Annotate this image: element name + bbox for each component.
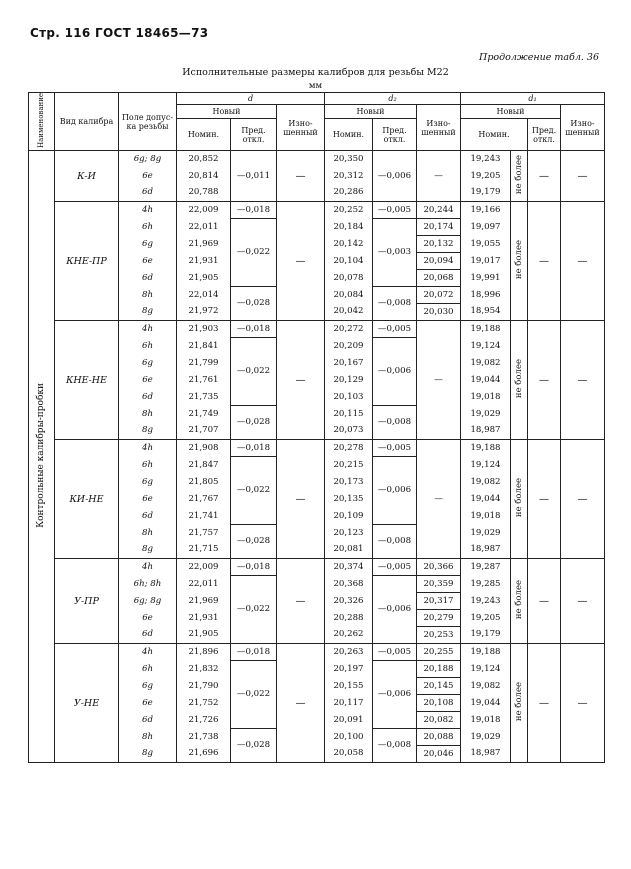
calibre-dimensions-table (28, 92, 605, 763)
tolerance-field: 6d (119, 508, 177, 525)
tolerance-field: 8g (119, 304, 177, 321)
d1-nominal: 19,044 (461, 491, 511, 508)
tolerance-field: 6h; 8h (119, 576, 177, 593)
d2-deviation: —0,006 (373, 576, 417, 644)
d2-worn: 20,317 (417, 593, 461, 610)
d2-nominal: 20,109 (325, 508, 373, 525)
tolerance-field: 6g (119, 678, 177, 695)
tolerance-field: 6d (119, 185, 177, 202)
d1-worn: — (561, 440, 605, 559)
table-body (29, 151, 605, 763)
d2-nominal: 20,058 (325, 746, 373, 763)
tolerance-field: 6h (119, 661, 177, 678)
d2-nominal: 20,209 (325, 338, 373, 355)
d2-nominal: 20,115 (325, 406, 373, 423)
calibre-type: У-НЕ (55, 644, 119, 763)
d-deviation: —0,018 (231, 202, 277, 219)
d2-nominal: 20,252 (325, 202, 373, 219)
calibre-type: КНЕ-НЕ (55, 321, 119, 440)
d2-worn: — (417, 151, 461, 202)
header-d-worn: Изно-шенный (277, 105, 325, 151)
not-more-note: не более (511, 321, 528, 440)
d-worn: — (277, 151, 325, 202)
tolerance-field: 4h (119, 440, 177, 457)
d2-nominal: 20,326 (325, 593, 373, 610)
page-header-left: Стр. 116 ГОСТ 18465—73 (30, 26, 209, 40)
d-deviation: —0,022 (231, 457, 277, 525)
d-nominal: 22,011 (177, 219, 231, 236)
d2-nominal: 20,104 (325, 253, 373, 270)
tolerance-field: 6e (119, 491, 177, 508)
header-d-nominal: Номин. (177, 119, 231, 151)
d2-worn: 20,244 (417, 202, 461, 219)
d1-nominal: 18,996 (461, 287, 511, 304)
d1-nominal: 19,124 (461, 661, 511, 678)
tolerance-field: 6g (119, 355, 177, 372)
d1-nominal: 19,205 (461, 168, 511, 185)
d-deviation: —0,028 (231, 729, 277, 763)
d-nominal: 21,726 (177, 712, 231, 729)
d2-worn: 20,145 (417, 678, 461, 695)
not-more-note: не более (511, 559, 528, 644)
d2-deviation: —0,006 (373, 151, 417, 202)
d1-nominal: 19,082 (461, 474, 511, 491)
d-nominal: 21,847 (177, 457, 231, 474)
d-nominal: 21,896 (177, 644, 231, 661)
d-deviation: —0,022 (231, 661, 277, 729)
d2-worn: 20,108 (417, 695, 461, 712)
d2-worn: 20,072 (417, 287, 461, 304)
d-nominal: 21,752 (177, 695, 231, 712)
d-nominal: 21,738 (177, 729, 231, 746)
d2-nominal: 20,197 (325, 661, 373, 678)
table-row (29, 644, 605, 661)
d-nominal: 21,972 (177, 304, 231, 321)
d-nominal: 22,009 (177, 202, 231, 219)
d1-nominal: 19,243 (461, 151, 511, 168)
d2-deviation: —0,008 (373, 525, 417, 559)
tolerance-field: 6d (119, 627, 177, 644)
d2-deviation: —0,005 (373, 202, 417, 219)
d2-nominal: 20,312 (325, 168, 373, 185)
d-deviation: —0,018 (231, 440, 277, 457)
d-deviation: —0,028 (231, 287, 277, 321)
d2-nominal: 20,184 (325, 219, 373, 236)
d2-nominal: 20,103 (325, 389, 373, 406)
d-worn: — (277, 440, 325, 559)
header-d1-worn: Изно-шенный (561, 105, 605, 151)
header-d1-new: Новый (461, 105, 561, 119)
d1-nominal: 19,188 (461, 321, 511, 338)
d1-nominal: 19,018 (461, 508, 511, 525)
d-worn: — (277, 321, 325, 440)
d1-nominal: 19,287 (461, 559, 511, 576)
d1-nominal: 19,179 (461, 185, 511, 202)
d-nominal: 22,014 (177, 287, 231, 304)
d1-nominal: 19,017 (461, 253, 511, 270)
d-nominal: 21,832 (177, 661, 231, 678)
d2-worn: 20,088 (417, 729, 461, 746)
d1-worn: — (561, 151, 605, 202)
calibre-type: К-И (55, 151, 119, 202)
d1-nominal: 19,055 (461, 236, 511, 253)
d-nominal: 21,715 (177, 542, 231, 559)
d2-worn: 20,255 (417, 644, 461, 661)
not-more-note: не более (511, 151, 528, 202)
tolerance-field: 4h (119, 559, 177, 576)
calibre-type: КНЕ-ПР (55, 202, 119, 321)
tolerance-field: 8g (119, 542, 177, 559)
continuation-note: Продолжение табл. 36 (479, 52, 599, 63)
d-nominal: 21,905 (177, 627, 231, 644)
header-d2: d₂ (325, 93, 461, 105)
d2-deviation: —0,008 (373, 729, 417, 763)
header-d-deviation: Пред. откл. (231, 119, 277, 151)
d-nominal: 22,009 (177, 559, 231, 576)
tolerance-field: 6h (119, 457, 177, 474)
d2-nominal: 20,129 (325, 372, 373, 389)
d-nominal: 21,841 (177, 338, 231, 355)
d-nominal: 21,749 (177, 406, 231, 423)
d-nominal: 21,969 (177, 593, 231, 610)
tolerance-field: 6g (119, 236, 177, 253)
header-d-new: Новый (177, 105, 277, 119)
d2-nominal: 20,368 (325, 576, 373, 593)
tolerance-field: 6d (119, 270, 177, 287)
table-row (29, 321, 605, 338)
tolerance-field: 6e (119, 695, 177, 712)
header-tolerance-field: Поле допус-ка резьбы (119, 93, 177, 151)
d2-worn: 20,366 (417, 559, 461, 576)
d1-nominal: 18,987 (461, 746, 511, 763)
d1-deviation: — (528, 644, 561, 763)
tolerance-field: 6e (119, 168, 177, 185)
d-nominal: 21,905 (177, 270, 231, 287)
d-nominal: 21,707 (177, 423, 231, 440)
tolerance-field: 6g; 8g (119, 151, 177, 168)
d1-nominal: 18,987 (461, 423, 511, 440)
d2-worn: 20,094 (417, 253, 461, 270)
header-d1: d₁ (461, 93, 605, 105)
d-nominal: 21,757 (177, 525, 231, 542)
header-d2-deviation: Пред. откл. (373, 119, 417, 151)
d1-worn: — (561, 644, 605, 763)
d2-nominal: 20,123 (325, 525, 373, 542)
d-nominal: 21,903 (177, 321, 231, 338)
d1-nominal: 19,285 (461, 576, 511, 593)
tolerance-field: 6e (119, 253, 177, 270)
d2-worn: 20,279 (417, 610, 461, 627)
table-row (29, 440, 605, 457)
d2-deviation: —0,003 (373, 219, 417, 287)
d-nominal: 20,814 (177, 168, 231, 185)
tolerance-field: 8h (119, 729, 177, 746)
d2-deviation: —0,005 (373, 321, 417, 338)
tolerance-field: 4h (119, 202, 177, 219)
d2-nominal: 20,263 (325, 644, 373, 661)
d-nominal: 21,799 (177, 355, 231, 372)
d2-deviation: —0,005 (373, 644, 417, 661)
header-d1-nominal: Номин. (461, 119, 528, 151)
header-d2-nominal: Номин. (325, 119, 373, 151)
d-deviation: —0,018 (231, 321, 277, 338)
d1-nominal: 19,029 (461, 525, 511, 542)
d2-nominal: 20,155 (325, 678, 373, 695)
d1-nominal: 19,124 (461, 457, 511, 474)
d2-deviation: —0,006 (373, 457, 417, 525)
tolerance-field: 6h (119, 219, 177, 236)
d2-nominal: 20,091 (325, 712, 373, 729)
d-nominal: 21,761 (177, 372, 231, 389)
d-nominal: 20,788 (177, 185, 231, 202)
d2-deviation: —0,008 (373, 287, 417, 321)
d1-worn: — (561, 321, 605, 440)
calibre-type: У-ПР (55, 559, 119, 644)
d1-nominal: 19,188 (461, 440, 511, 457)
d1-nominal: 18,987 (461, 542, 511, 559)
d2-nominal: 20,078 (325, 270, 373, 287)
d1-nominal: 19,243 (461, 593, 511, 610)
d2-nominal: 20,081 (325, 542, 373, 559)
d2-deviation: —0,006 (373, 338, 417, 406)
tolerance-field: 6g (119, 474, 177, 491)
d1-nominal: 19,188 (461, 644, 511, 661)
d2-nominal: 20,262 (325, 627, 373, 644)
d2-nominal: 20,073 (325, 423, 373, 440)
not-more-note: не более (511, 644, 528, 763)
d-deviation: —0,028 (231, 525, 277, 559)
d2-worn: 20,359 (417, 576, 461, 593)
d1-nominal: 19,029 (461, 406, 511, 423)
tolerance-field: 8g (119, 423, 177, 440)
header-calibre-type: Вид калибра (55, 93, 119, 151)
d-deviation: —0,022 (231, 576, 277, 644)
d2-worn: 20,068 (417, 270, 461, 287)
header-d2-new: Новый (325, 105, 417, 119)
d2-nominal: 20,117 (325, 695, 373, 712)
d1-deviation: — (528, 440, 561, 559)
d-nominal: 21,767 (177, 491, 231, 508)
d2-nominal: 20,167 (325, 355, 373, 372)
d2-nominal: 20,142 (325, 236, 373, 253)
d2-nominal: 20,100 (325, 729, 373, 746)
table-row (29, 559, 605, 576)
d-nominal: 21,908 (177, 440, 231, 457)
d2-worn: 20,046 (417, 746, 461, 763)
d2-nominal: 20,173 (325, 474, 373, 491)
d2-worn: 20,082 (417, 712, 461, 729)
unit-label: мм (308, 81, 323, 91)
d-nominal: 21,931 (177, 253, 231, 270)
tolerance-field: 6e (119, 610, 177, 627)
d1-deviation: — (528, 321, 561, 440)
d2-worn: — (417, 321, 461, 440)
tolerance-field: 6g; 8g (119, 593, 177, 610)
d1-nominal: 19,991 (461, 270, 511, 287)
d-deviation: —0,022 (231, 219, 277, 287)
d2-worn: 20,188 (417, 661, 461, 678)
tolerance-field: 8h (119, 287, 177, 304)
tolerance-field: 6d (119, 712, 177, 729)
tolerance-field: 8h (119, 525, 177, 542)
header-name: Наименование (29, 93, 55, 151)
group-label: Контрольные калибры-пробки (29, 151, 55, 763)
not-more-note: не более (511, 440, 528, 559)
d1-nominal: 19,124 (461, 338, 511, 355)
d2-deviation: —0,006 (373, 661, 417, 729)
d2-deviation: —0,005 (373, 559, 417, 576)
calibre-type: КИ-НЕ (55, 440, 119, 559)
d-deviation: —0,018 (231, 644, 277, 661)
d-nominal: 20,852 (177, 151, 231, 168)
d1-deviation: — (528, 559, 561, 644)
tolerance-field: 6e (119, 372, 177, 389)
d2-nominal: 20,286 (325, 185, 373, 202)
d1-nominal: 19,018 (461, 389, 511, 406)
d2-deviation: —0,008 (373, 406, 417, 440)
d-deviation: —0,028 (231, 406, 277, 440)
header-d1-deviation: Пред. откл. (528, 119, 561, 151)
d-nominal: 21,735 (177, 389, 231, 406)
table-row (29, 202, 605, 219)
d2-nominal: 20,350 (325, 151, 373, 168)
d1-nominal: 19,044 (461, 372, 511, 389)
d-deviation: —0,018 (231, 559, 277, 576)
header-d2-worn: Изно-шенный (417, 105, 461, 151)
d1-nominal: 19,082 (461, 355, 511, 372)
d2-nominal: 20,042 (325, 304, 373, 321)
d-deviation: —0,022 (231, 338, 277, 406)
d-nominal: 21,805 (177, 474, 231, 491)
d1-nominal: 19,044 (461, 695, 511, 712)
d1-worn: — (561, 559, 605, 644)
not-more-note: не более (511, 202, 528, 321)
d-nominal: 21,790 (177, 678, 231, 695)
table-header (29, 93, 605, 151)
tolerance-field: 6d (119, 389, 177, 406)
d1-deviation: — (528, 202, 561, 321)
d-worn: — (277, 559, 325, 644)
d1-nominal: 19,029 (461, 729, 511, 746)
d2-deviation: —0,005 (373, 440, 417, 457)
d1-nominal: 19,082 (461, 678, 511, 695)
d2-worn: 20,174 (417, 219, 461, 236)
d2-worn: 20,030 (417, 304, 461, 321)
d2-nominal: 20,278 (325, 440, 373, 457)
tolerance-field: 8g (119, 746, 177, 763)
d-nominal: 21,969 (177, 236, 231, 253)
d2-nominal: 20,288 (325, 610, 373, 627)
d2-nominal: 20,084 (325, 287, 373, 304)
d1-nominal: 18,954 (461, 304, 511, 321)
d2-worn: — (417, 440, 461, 559)
d-worn: — (277, 202, 325, 321)
d1-nominal: 19,179 (461, 627, 511, 644)
d-deviation: —0,011 (231, 151, 277, 202)
table-caption: Исполнительные размеры калибров для резьбы М22 (182, 67, 449, 78)
d1-deviation: — (528, 151, 561, 202)
d1-nominal: 19,018 (461, 712, 511, 729)
d1-worn: — (561, 202, 605, 321)
d-nominal: 22,011 (177, 576, 231, 593)
d2-nominal: 20,135 (325, 491, 373, 508)
header-d: d (177, 93, 325, 105)
d-nominal: 21,741 (177, 508, 231, 525)
d-nominal: 21,696 (177, 746, 231, 763)
d1-nominal: 19,205 (461, 610, 511, 627)
d2-worn: 20,253 (417, 627, 461, 644)
d2-nominal: 20,374 (325, 559, 373, 576)
d-nominal: 21,931 (177, 610, 231, 627)
tolerance-field: 4h (119, 321, 177, 338)
d-worn: — (277, 644, 325, 763)
d2-worn: 20,132 (417, 236, 461, 253)
tolerance-field: 6h (119, 338, 177, 355)
tolerance-field: 8h (119, 406, 177, 423)
d2-nominal: 20,272 (325, 321, 373, 338)
table-row (29, 151, 605, 168)
d1-nominal: 19,097 (461, 219, 511, 236)
tolerance-field: 4h (119, 644, 177, 661)
d1-nominal: 19,166 (461, 202, 511, 219)
d2-nominal: 20,215 (325, 457, 373, 474)
